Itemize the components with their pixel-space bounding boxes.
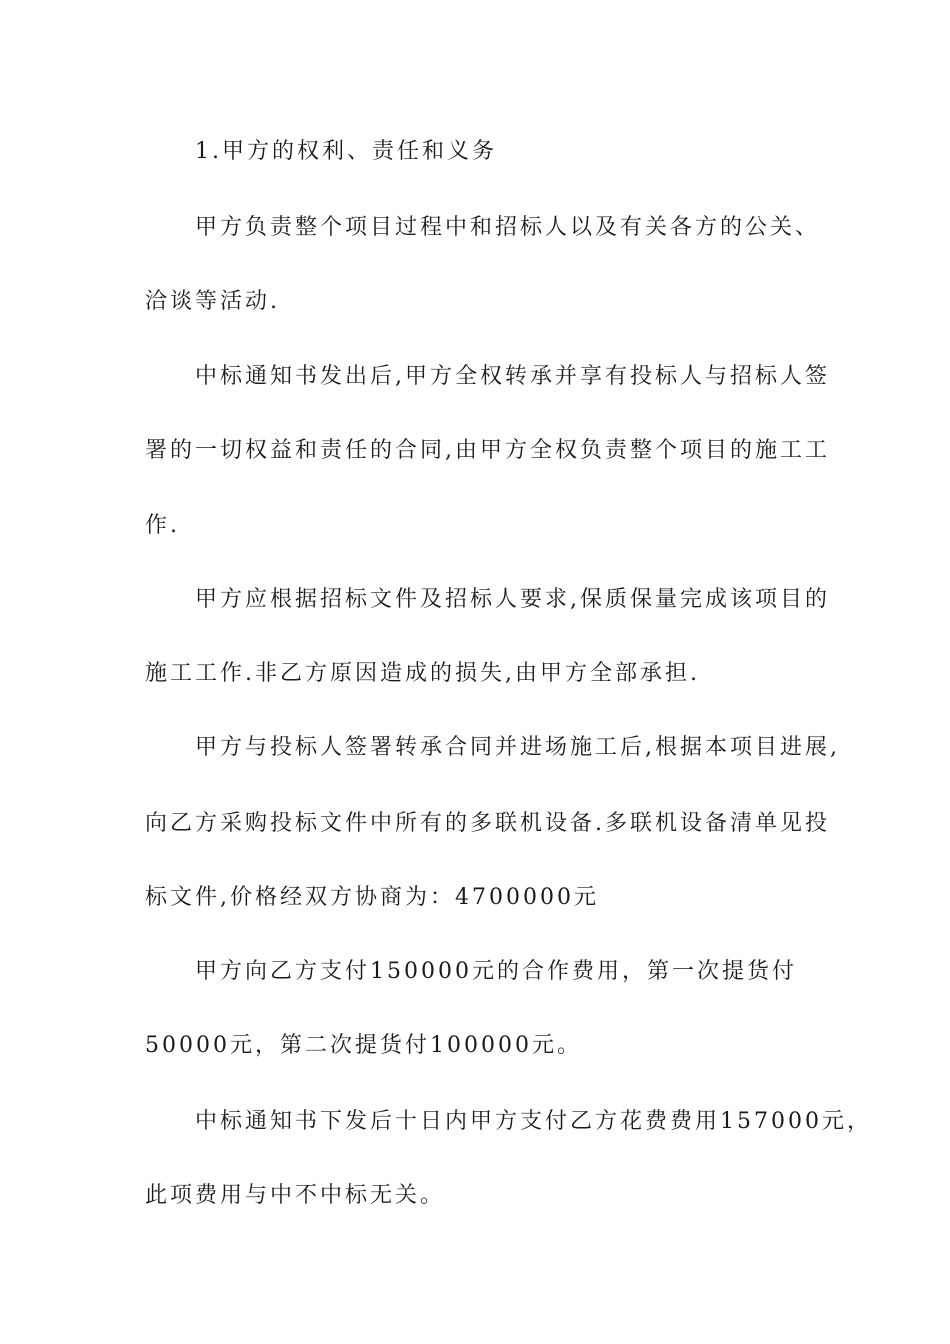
paragraph-1-line-1: 甲方负责整个项目过程中和招标人以及有关各方的公关、 — [195, 215, 821, 240]
paragraph-2-line-2: 署的一切权益和责任的合同,由甲方全权负责整个项目的施工工 — [145, 438, 830, 463]
paragraph-4-line-3: 标文件,价格经双方协商为：4700000元 — [145, 885, 599, 910]
paragraph-1-line-2: 洽谈等活动. — [145, 289, 280, 314]
section-heading: 1.甲方的权利、责任和义务 — [195, 139, 497, 164]
paragraph-3-line-2: 施工工作.非乙方原因造成的损失,由甲方全部承担. — [145, 661, 700, 686]
paragraph-5-line-2: 50000元，第二次提货付100000元。 — [145, 1033, 582, 1058]
paragraph-3-line-1: 甲方应根据招标文件及招标人要求,保质保量完成该项目的 — [195, 587, 830, 612]
paragraph-4-line-2: 向乙方采购投标文件中所有的多联机设备.多联机设备清单见投 — [145, 811, 830, 836]
paragraph-2-line-1: 中标通知书发出后,甲方全权转承并享有投标人与招标人签 — [195, 364, 830, 389]
paragraph-4-line-1: 甲方与投标人签署转承合同并进场施工后,根据本项目进展, — [195, 735, 840, 760]
paragraph-6-line-1: 中标通知书下发后十日内甲方支付乙方花费费用157000元， — [195, 1109, 872, 1134]
paragraph-6-line-2: 此项费用与中不中标无关。 — [145, 1183, 446, 1208]
paragraph-2-line-3: 作. — [145, 513, 180, 538]
paragraph-5-line-1: 甲方向乙方支付150000元的合作费用，第一次提货付 — [195, 959, 797, 984]
